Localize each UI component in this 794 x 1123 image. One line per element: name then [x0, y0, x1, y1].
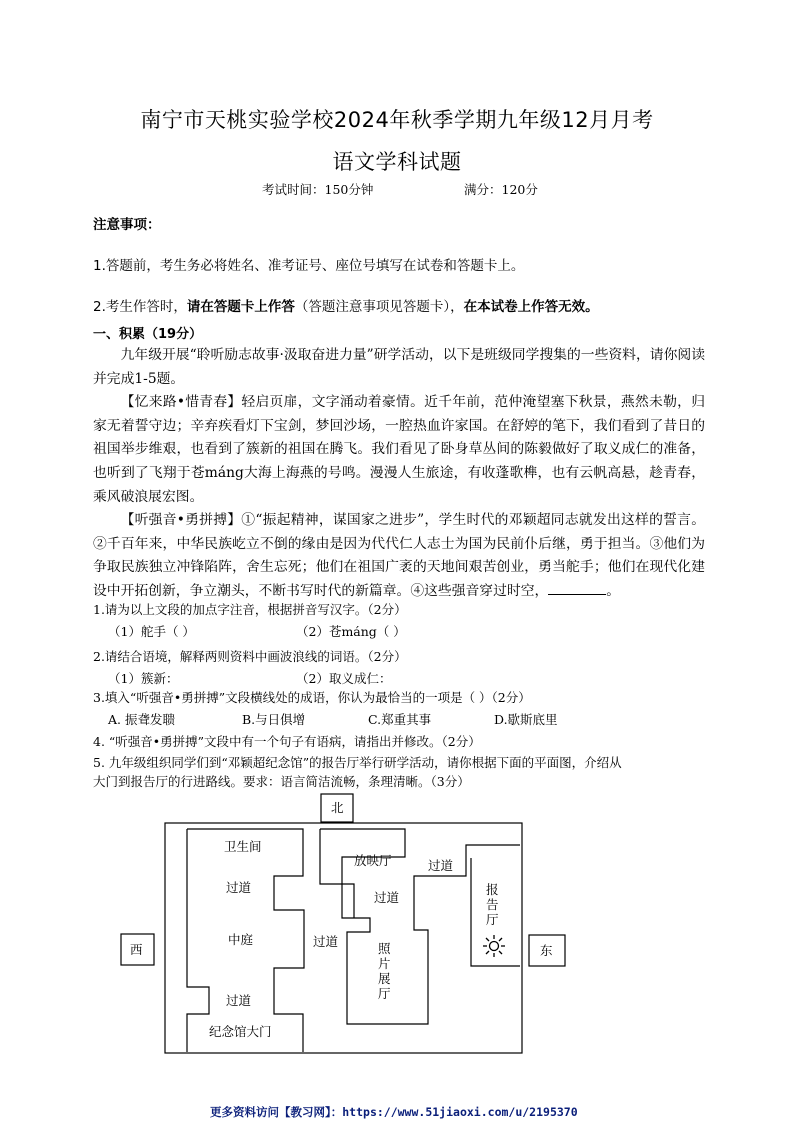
passage-1: 【忆来路•惜青春】轻启页扉，文字涌动着豪情。近千年前，范仲淹望塞下秋景，燕然未勒，归家无着誓守边；辛弃疾看灯下宝剑，梦回沙场，一腔热血许家国。在舒婷的笔下，我们看到了昔日的祖国举步维艰，也看到了簇新的祖国在腾飞。我们看见了卧身草丛间的陈毅做好了取义成仁的准备，也听到了飞翔于苍máng大海上海燕的号鸣。漫漫人生旅途，有收蓬歌榫，也有云帆高悬，趁青春，乘风破浪展宏图。: [93, 394, 705, 505]
reading-passage: [93, 344, 705, 604]
map-photo-hall: 照片展厅: [378, 941, 391, 1001]
notes-heading: 注意事项：: [93, 217, 161, 233]
plan-outer-wall: [165, 823, 522, 1053]
question-5-line1: 5. 九年级组织同学们到“邓颖超纪念馆”的报告厅举行研学活动，请你根据下面的平面图，介绍从: [93, 755, 622, 770]
map-corridor-2: 过道: [313, 934, 339, 949]
map-corridor-1: 过道: [226, 880, 252, 895]
option-d: D.歇斯底里: [494, 712, 558, 727]
map-north-label: 北: [331, 800, 344, 815]
map-cinema: 放映厅: [354, 853, 392, 868]
question-2-a: （1）簇新：: [108, 671, 179, 686]
passage-intro: 九年级开展“聆听励志故事·汲取奋进力量”研学活动，以下是班级同学搜集的一些资料，请你阅读并完成1-5题。: [93, 347, 705, 387]
option-b: B.与日俱增: [242, 712, 306, 727]
map-west-label: 西: [130, 942, 143, 957]
note-item-2: [93, 295, 599, 315]
note-item-2-mid: （答题注意事项见答题卡），: [294, 299, 464, 315]
note-item-2-pre: 2.考生作答时，: [93, 299, 187, 315]
map-corridor-3: 过道: [226, 993, 252, 1008]
question-3: 3.填入“听强音•勇拼搏”文段横线处的成语，你认为最恰当的一项是（ ）（2分）: [93, 690, 531, 705]
passage-2: [93, 509, 705, 603]
question-1-a: （1）舵手（ ）: [108, 624, 195, 639]
exam-title-line2: 语文学科试题: [332, 150, 462, 174]
map-corridor-4: 过道: [428, 858, 454, 873]
passage-2-end: 。: [606, 582, 621, 599]
question-2-b: （2）取义成仁：: [296, 671, 392, 686]
question-1-b: （2）苍máng（ ）: [296, 624, 406, 639]
exam-time: 考试时间：150分钟: [262, 182, 374, 197]
left-wall-west: [187, 829, 209, 1052]
question-1: 1.请为以上文段的加点字注音，根据拼音写汉字。（2分）: [93, 602, 407, 617]
map-gate: 纪念馆大门: [209, 1024, 272, 1039]
map-report-hall: 报告厅: [486, 882, 499, 927]
map-toilet: 卫生间: [224, 839, 262, 854]
question-2: 2.请结合语境，解释两则资料中画波浪线的词语。（2分）: [93, 649, 407, 664]
podium-sun-icon: [483, 935, 505, 957]
question-5-line2: 大门到报告厅的行进路线。要求：语言简洁流畅，条理清晰。（3分）: [93, 774, 470, 789]
option-a: A. 振聋发聩: [108, 712, 175, 727]
footer-link[interactable]: 更多资料访问【教习网】：https://www.51jiaoxi.com/u/2195370: [210, 1105, 578, 1119]
map-east-label: 东: [540, 943, 553, 958]
note-item-1: 1.答题前，考生务必将姓名、准考证号、座位号填写在试卷和答题卡上。: [93, 258, 525, 274]
question-4: 4. “听强音•勇拼搏”文段中有一个句子有语病，请指出并修改。（2分）: [93, 734, 481, 749]
section-heading: 一、积累（19分）: [93, 327, 203, 342]
option-c: C.郑重其事: [368, 712, 432, 727]
passage-2-main: 【听强音•勇拼搏】①“振起精神，谋国家之进步”，学生时代的邓颖超同志就发出这样的誓言。②千百年来，中华民族屹立不倒的缘由是因为代代仁人志士为国为民前仆后继，勇于担当。③他们为争取民族独立冲锋陷阵，舍生忘死；他们在祖国广袤的天地间艰苦创业，勇当舵手；他们在现代化建设中开拓创新，争立潮头，不断书写时代的新篇章。④这些强音穿过时空，: [93, 512, 705, 599]
note-item-2-bold2: 在本试卷上作答无效。: [463, 299, 599, 315]
cinema-wall: [320, 829, 354, 918]
exam-title-line1: 南宁市天桃实验学校2024年秋季学期九年级12月月考: [140, 108, 654, 132]
full-score: 满分：120分: [464, 182, 538, 197]
map-courtyard: 中庭: [228, 932, 254, 947]
map-corridor-5: 过道: [374, 890, 400, 905]
note-item-2-bold1: 请在答题卡上作答: [186, 299, 295, 315]
answer-blank[interactable]: [548, 582, 606, 595]
